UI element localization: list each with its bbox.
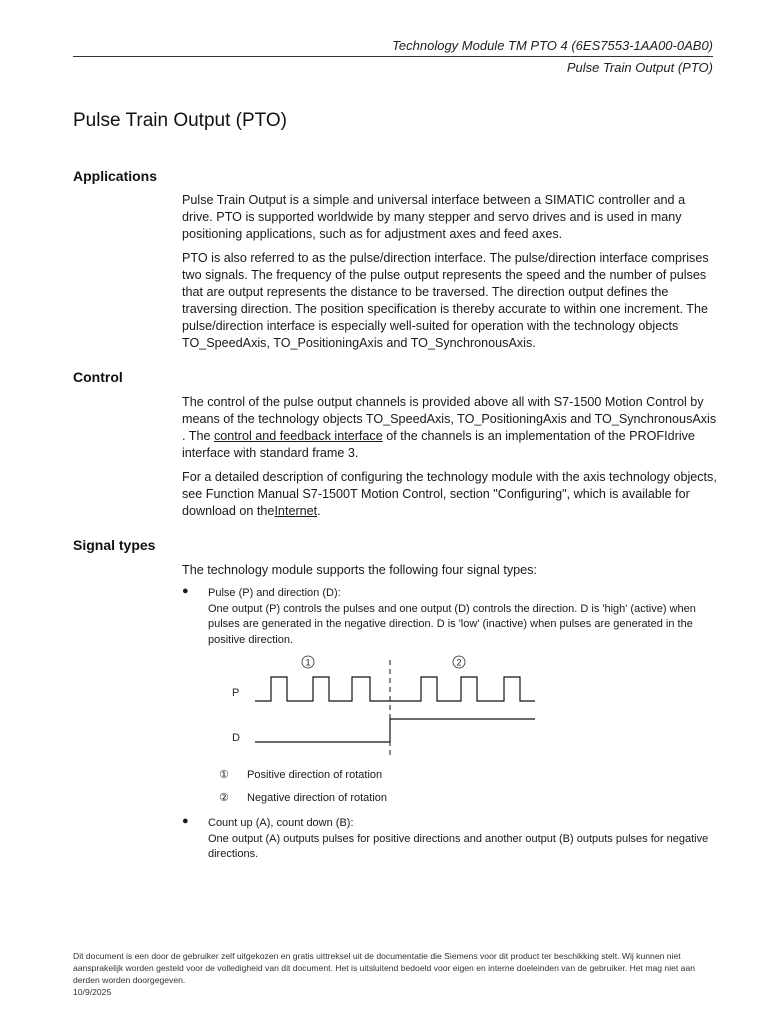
legend-text: Positive direction of rotation — [247, 769, 383, 781]
legend-item-1 — [219, 768, 382, 781]
page-footer — [73, 950, 723, 998]
signal-type-item — [208, 816, 718, 863]
direction-signal-line — [255, 719, 535, 742]
marker-2 — [453, 656, 465, 668]
label-p: P — [232, 687, 240, 699]
legend-text: Negative direction of rotation — [247, 792, 388, 804]
svg-text:1: 1 — [305, 657, 311, 668]
applications-heading: Applications — [73, 168, 158, 184]
control-feedback-interface-link[interactable]: control and feedback interface — [213, 429, 383, 443]
label-d: D — [232, 732, 240, 744]
signal-types-heading: Signal types — [73, 537, 156, 553]
header-section-title: Pulse Train Output (PTO) — [566, 60, 713, 75]
header-module-title: Technology Module TM PTO 4 (6ES7553-1AA00-0AB0) — [392, 38, 713, 53]
control-paragraph-2-post: . — [317, 504, 321, 518]
bullet-icon: ● — [182, 815, 189, 827]
control-paragraph-1 — [182, 394, 718, 462]
signal-type-title: Count up (A), count down (B): — [208, 817, 354, 829]
legend-number: ② — [219, 792, 229, 804]
footer-disclaimer: Dit document is een door de gebruiker zelf uitgekozen en gratis uittreksel uit de documentatie die Siemens voor dit product ter beschikking stelt. Wij kunnen niet aansprakelijk worden gesteld voor de volledigheid van dit document. Het is uitsluitend bedoeld voor eigen en interne doeleinden van de gebruiker. Het mag niet aan derden worden doorgegeven. — [73, 951, 696, 985]
signal-types-intro: The technology module supports the following four signal types: — [182, 563, 537, 577]
applications-paragraph-2: PTO is also referred to as the pulse/direction interface. The pulse/direction interface comprises two signals. The frequency of the pulse output represents the speed and the number of pulses that are output represents the distance to be traversed. The direction output defines the traversing direction. The position specification is thereby accurate to within one increment. The pulse/direction interface is especially well-suited for operation with the technology objects TO_SpeedAxis, TO_PositioningAxis and TO_SynchronousAxis. — [182, 251, 709, 350]
pulse-signal-line — [255, 677, 535, 701]
bullet-icon: ● — [182, 585, 189, 597]
control-paragraph-1-text: The control of the pulse output channels is provided above all with S7-1500 Motion Control by means of the technology objects TO_SpeedAxis, TO_PositioningAxis and TO_SynchronousAxis . — [182, 395, 717, 443]
legend-item-2 — [219, 791, 387, 804]
pulse-direction-diagram — [225, 652, 545, 760]
page-title: Pulse Train Output (PTO) — [73, 110, 288, 131]
footer-date: 10/9/2025 — [73, 987, 112, 997]
header-rule — [73, 56, 713, 57]
signal-type-description: One output (A) outputs pulses for positive directions and another output (B) outputs pulses for negative directions. — [208, 832, 709, 860]
control-paragraph-1b-post: of the channels is an implementation of the PROFIdrive interface with standard frame 3. — [182, 429, 695, 460]
control-paragraph-2-pre: For a detailed description of configuring the technology module with the axis technology objects, see Function Manual S7-1500T Motion Control, section "Configuring", which is available for download on the — [182, 470, 717, 518]
internet-link[interactable]: Internet — [274, 504, 318, 518]
signal-type-description: One output (P) controls the pulses and one output (D) controls the direction. D is 'high' (active) when pulses are generated in the negative direction. D is 'low' (inactive) when pulses are generated in the positive direction. — [208, 602, 696, 646]
marker-1 — [302, 656, 314, 668]
control-paragraph-1b-pre: The — [188, 429, 214, 443]
control-heading: Control — [73, 369, 123, 385]
applications-paragraph-1: Pulse Train Output is a simple and universal interface between a SIMATIC controller and a drive. PTO is supported worldwide by many stepper and servo drives and is used in many positioning applications, such as for adjustment axes and feed axes. — [182, 193, 686, 241]
legend-number: ① — [219, 769, 229, 781]
signal-type-title: Pulse (P) and direction (D): — [208, 587, 341, 599]
control-paragraph-2 — [182, 469, 718, 520]
svg-text:2: 2 — [456, 657, 462, 668]
signal-type-item — [208, 586, 718, 648]
